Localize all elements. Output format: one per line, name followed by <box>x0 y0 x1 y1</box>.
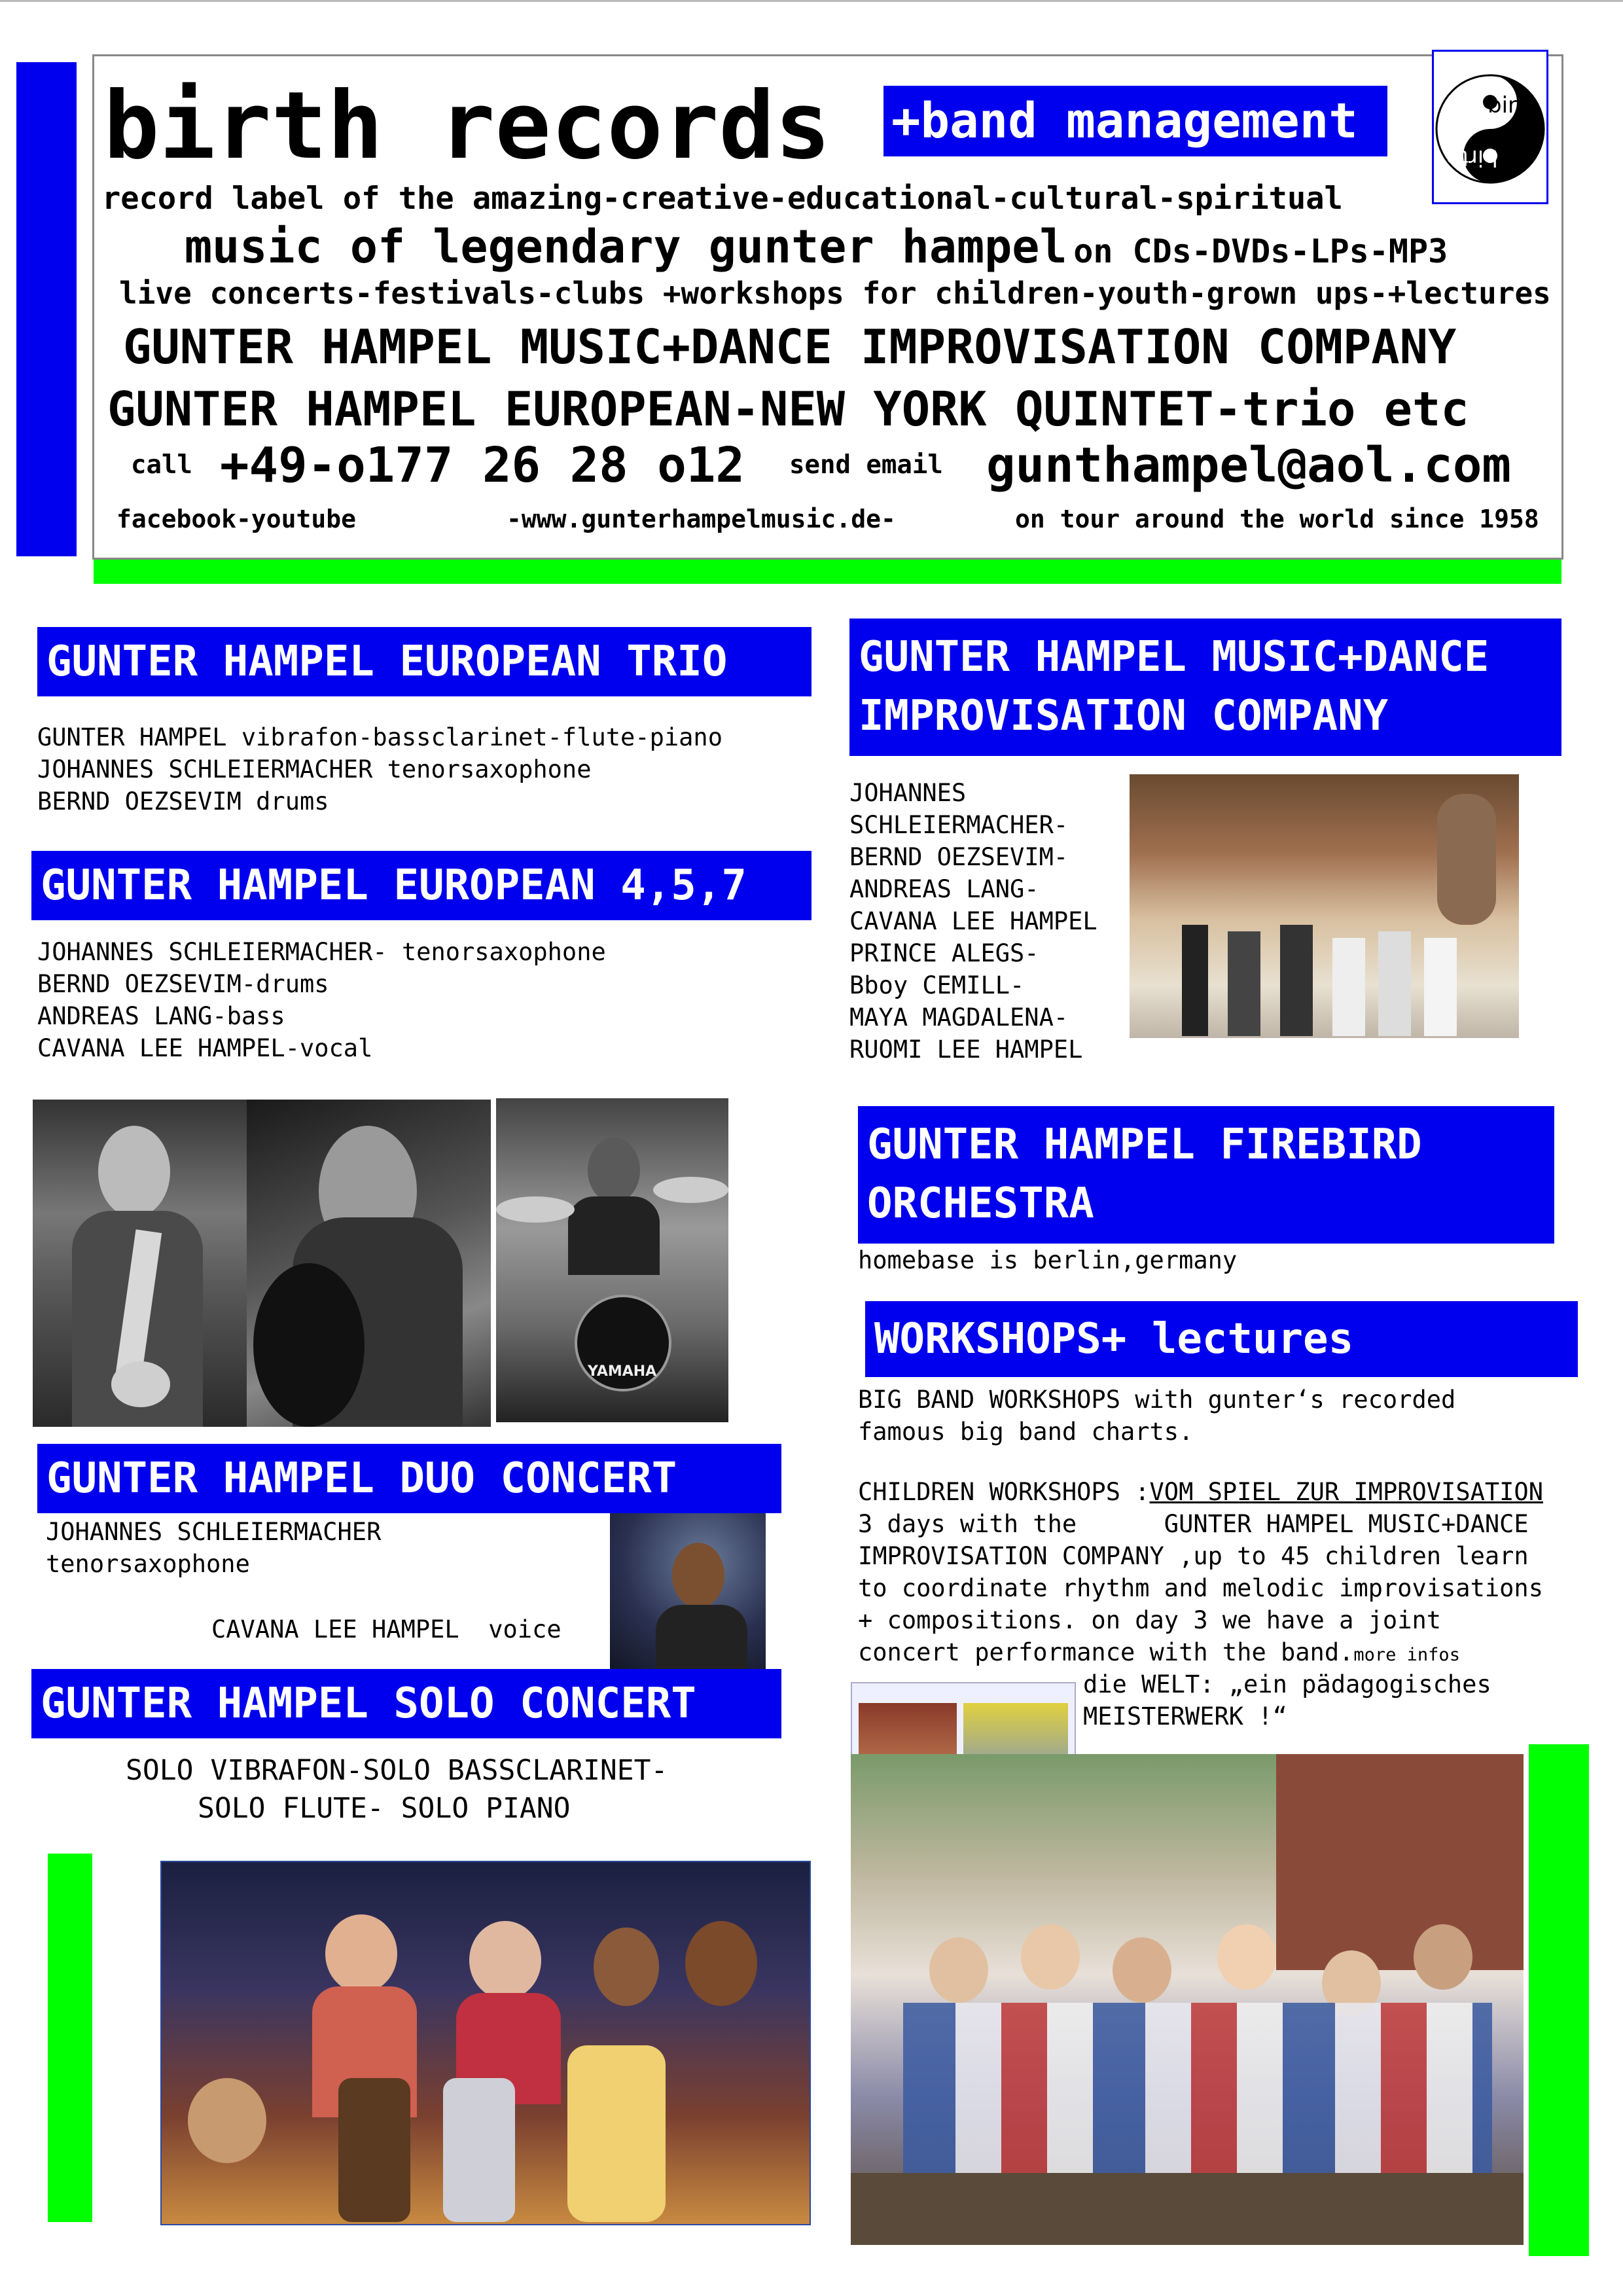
trio-member: JOHANNES SCHLEIERMACHER tenorsaxophone <box>37 755 592 783</box>
company-member: SCHLEIERMACHER- <box>849 811 1069 839</box>
duo-line-1: JOHANNES SCHLEIERMACHER <box>46 1518 382 1546</box>
children-desc-2: IMPROVISATION COMPANY ,up to 45 children learn <box>858 1542 1529 1570</box>
music-line-media: on CDs-DVDs-LPs-MP3 <box>1073 232 1448 270</box>
press-quote-1: die WELT: „ein pädagogisches <box>1083 1670 1491 1698</box>
live-line: live concerts-festivals-clubs +workshops for children-youth-grown ups-+lectures <box>119 276 1551 311</box>
label-name: birth records <box>103 72 831 180</box>
children-workshops-heading <box>858 1476 1543 1508</box>
company-member: CAVANA LEE HAMPEL <box>849 907 1097 935</box>
social-links[interactable]: facebook-youtube <box>116 505 357 533</box>
left-blue-bar <box>16 62 77 556</box>
drummer-photo <box>496 1098 728 1422</box>
email-label: send email <box>789 450 943 480</box>
children-desc-5 <box>858 1636 1460 1671</box>
company-member: PRINCE ALEGS- <box>849 939 1039 967</box>
company-member: MAYA MAGDALENA- <box>849 1003 1069 1031</box>
company-member: BERND OEZSEVIM- <box>849 843 1069 871</box>
phone-number: +49-o177 26 28 o12 <box>220 437 745 493</box>
firebird-title-line-1: GUNTER HAMPEL FIREBIRD <box>867 1121 1422 1169</box>
trio-title: GUNTER HAMPEL EUROPEAN TRIO <box>37 627 812 696</box>
press-quote-2: MEISTERWERK !“ <box>1083 1702 1287 1731</box>
top-rule <box>0 0 1623 2</box>
big-band-line-1: BIG BAND WORKSHOPS with gunter‘s recorded <box>858 1386 1456 1414</box>
tagline: record label of the amazing-creative-educational-cultural-spiritual <box>102 181 1343 217</box>
company-member: RUOMI LEE HAMPEL <box>849 1035 1083 1064</box>
music-line <box>185 220 1448 274</box>
european457-members <box>37 936 606 1064</box>
saxophonist-photo <box>33 1100 247 1427</box>
children-desc-3: to coordinate rhythm and melodic improvisations <box>858 1574 1543 1602</box>
company-title-line-1: GUNTER HAMPEL MUSIC+DANCE <box>859 633 1489 681</box>
company-group-photo <box>1130 774 1519 1038</box>
duo-line-2: tenorsaxophone <box>46 1550 250 1578</box>
children-workshops-title: VOM SPIEL ZUR IMPROVISATION <box>1149 1478 1543 1506</box>
children-desc-last: concert performance with the band. <box>858 1638 1354 1666</box>
solo-line-2: SOLO FLUTE- SOLO PIANO <box>198 1792 571 1825</box>
tour-text: on tour around the world since 1958 <box>1015 505 1539 533</box>
company-members <box>849 777 1097 1066</box>
trio-member: BERND OEZSEVIM drums <box>37 787 329 816</box>
european457-title: GUNTER HAMPEL EUROPEAN 4,5,7 <box>31 851 812 920</box>
children-desc-4: + compositions. on day 3 we have a joint <box>858 1606 1442 1634</box>
solo-title: GUNTER HAMPEL SOLO CONCERT <box>31 1669 781 1738</box>
right-lower-green-bar <box>1529 1744 1589 2256</box>
trio-members <box>37 721 722 817</box>
children-workshop-group-photo <box>851 1754 1524 2245</box>
firebird-title-line-2: ORCHESTRA <box>867 1179 1094 1228</box>
company-member: ANDREAS LANG- <box>849 875 1039 903</box>
european457-member: ANDREAS LANG-bass <box>37 1002 285 1030</box>
website-link[interactable]: -www.gunterhampelmusic.de- <box>507 505 896 533</box>
left-green-bar <box>48 1854 92 2222</box>
company-member: JOHANNES <box>849 779 967 807</box>
solo-line-1: SOLO VIBRAFON-SOLO BASSCLARINET- <box>126 1754 668 1787</box>
band-management-badge: +band management <box>883 86 1387 156</box>
company-line: GUNTER HAMPEL MUSIC+DANCE IMPROVISATION COMPANY <box>123 319 1457 374</box>
trio-member: GUNTER HAMPEL vibrafon-bassclarinet-flute-piano <box>37 723 722 751</box>
children-drumming-photo <box>160 1861 811 2225</box>
duo-line-3: CAVANA LEE HAMPEL voice <box>211 1615 562 1643</box>
duo-title: GUNTER HAMPEL DUO CONCERT <box>37 1444 781 1513</box>
more-infos-link[interactable]: more infos <box>1353 1645 1460 1665</box>
email-address[interactable]: gunthampel@aol.com <box>986 437 1511 493</box>
company-title-line-2: IMPROVISATION COMPANY <box>859 692 1389 740</box>
workshops-title: WORKSHOPS+ lectures <box>865 1301 1578 1377</box>
birth-logo <box>1432 50 1548 204</box>
drum-brand-label: YAMAHA <box>588 1363 657 1380</box>
quintet-line: GUNTER HAMPEL EUROPEAN-NEW YORK QUINTET-trio etc <box>107 382 1469 437</box>
company-member: Bboy CEMILL- <box>849 971 1025 999</box>
header-box <box>92 54 1563 560</box>
yin-yang-icon <box>1434 52 1546 202</box>
european457-member: JOHANNES SCHLEIERMACHER- tenorsaxophone <box>37 938 606 966</box>
firebird-homebase: homebase is berlin,germany <box>858 1246 1238 1274</box>
music-line-main: music of legendary gunter hampel <box>185 220 1067 274</box>
company-title <box>849 619 1561 756</box>
call-label: call <box>131 450 192 480</box>
logo-text-flipped: birth <box>1446 145 1498 171</box>
children-desc-1: 3 days with the GUNTER HAMPEL MUSIC+DANCE <box>858 1510 1529 1538</box>
bassist-photo <box>247 1100 491 1427</box>
big-band-line-2: famous big band charts. <box>858 1418 1194 1446</box>
firebird-title <box>858 1106 1554 1244</box>
singer-photo <box>610 1513 766 1674</box>
logo-text: birth <box>1488 92 1540 118</box>
european457-member: BERND OEZSEVIM-drums <box>37 970 329 998</box>
children-workshops-label: CHILDREN WORKSHOPS : <box>858 1478 1150 1506</box>
european457-member: CAVANA LEE HAMPEL-vocal <box>37 1034 373 1062</box>
